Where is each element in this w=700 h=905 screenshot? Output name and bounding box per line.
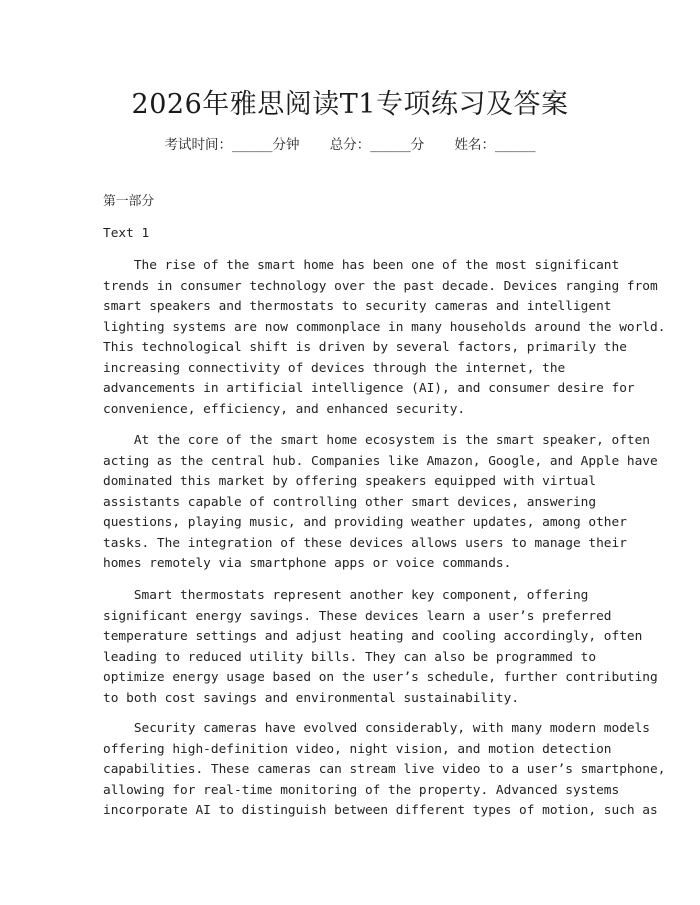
document-title: 2026年雅思阅读T1专项练习及答案 [131,89,569,120]
paragraph-1: The rise of the smart home has been one of the most significant trends in consumer technology over the past decade. Devices ranging from smart speakers and thermostats to security cameras and intelligent lighting systems are now commonplace in many households around the world. This technological shift is driven by several factors, primarily the increasing connectivity of devices through the internet, the advancements in artificial intelligence (AI), and consumer desire for convenience, efficiency, and enhanced security. [103,258,666,417]
total-score-field: 总分：______分 [329,137,425,153]
paragraph-3: Smart thermostats represent another key component, offering significant energy savings. These devices learn a user’s preferred temperature settings and adjust heating and cooling accordingly, often leading to reduced utility bills. They can also be programmed to optimize energy usage based on the user’s schedule, further contributing to both cost savings and environmental sustainability. [103,588,658,706]
paragraph-2: At the core of the smart home ecosystem is the smart speaker, often acting as the central hub. Companies like Amazon, Google, and Apple have dominated this market by offering speakers equipped with virtual assistants capable of controlling other smart devices, answering questions, playing music, and providing weather updates, among other tasks. The integration of these devices allows users to manage their homes remotely via smartphone apps or voice commands. [103,433,658,571]
paragraph-4: Security cameras have evolved considerably, with many modern models offering high-definition video, night vision, and motion detection capabilities. These cameras can stream live video to a user’s smartphone, allowing for real-time monitoring of the property. Advanced systems incorporate AI to distinguish between different types of motion, such as [103,721,666,818]
exam-time-field: 考试时间：______分钟 [164,137,300,153]
section-heading: 第一部分 [103,194,155,209]
text-label: Text 1 [103,226,150,241]
name-field: 姓名：______ [454,137,536,153]
exam-info-line [0,133,700,153]
